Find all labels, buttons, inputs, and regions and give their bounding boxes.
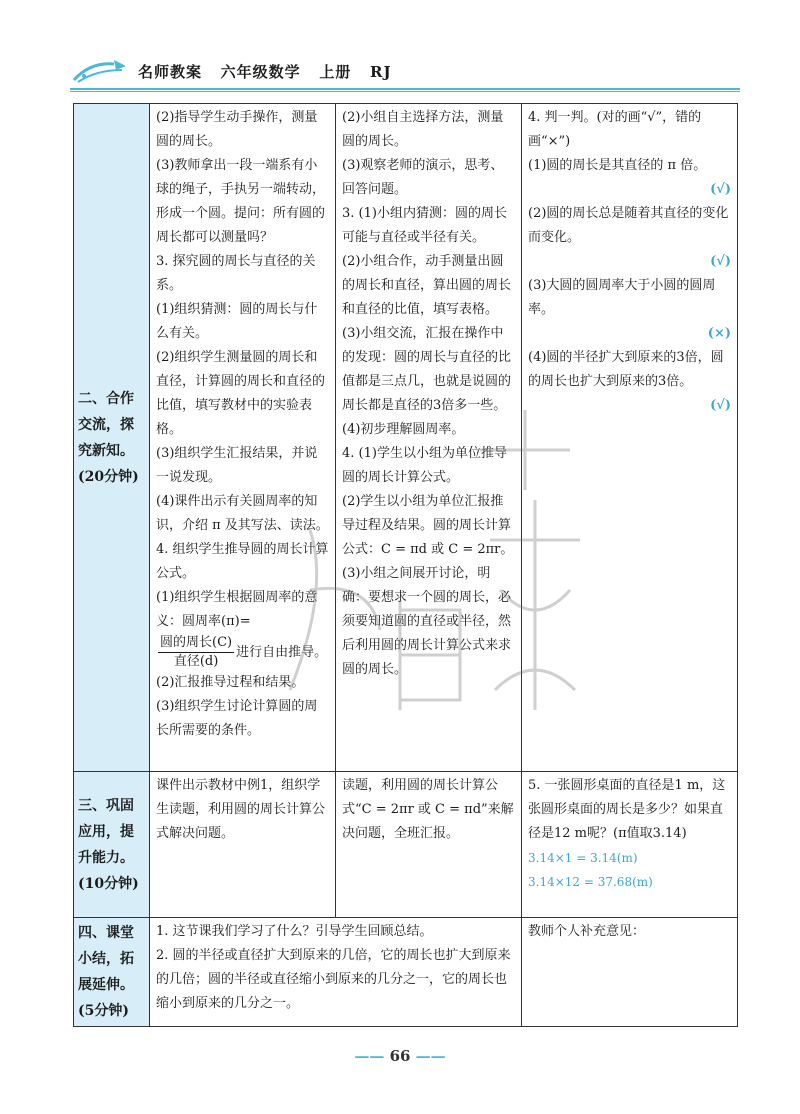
header-title: 名师教案 六年级数学 上册 RJ: [138, 62, 392, 81]
fraction-numerator: 圆的周长(C): [158, 634, 234, 653]
list-item: (2)小组合作，动手测量出圆的周长和直径，算出圆的周长和直径的比值，填写表格。: [342, 254, 512, 317]
exercise-cell: [522, 104, 738, 772]
judgment-item: [528, 202, 731, 274]
page-number: —— 66 ——: [354, 1047, 446, 1065]
pi-fraction: [158, 634, 234, 671]
list-item: 1. 这节课我们学习了什么？引导学生回顾总结。: [156, 924, 433, 939]
student-activity-cell: [336, 104, 522, 772]
judgment-text: (2)圆的周长总是随着其直径的变化而变化。: [528, 206, 729, 245]
list-item: 2. 圆的半径或直径扩大到原来的几倍，它的周长也扩大到原来的几倍；圆的半径或直径缩小到原来的几分之一，它的周长也缩小到原来的几分之一。: [156, 948, 511, 1011]
summary-cell: [150, 918, 522, 1027]
stage-time: (10分钟): [78, 875, 139, 892]
list-item: (2)指导学生动手操作，测量圆的周长。: [156, 110, 318, 149]
exercise-title: 4. 判一判。(对的画“√”，错的画“×”): [528, 110, 702, 149]
list-item: (1)组织猜测：圆的周长与什么有关。: [156, 302, 318, 341]
judgment-item: [528, 274, 731, 346]
formula-item: [156, 586, 329, 671]
list-item: (3)组织学生汇报结果，并说一说发现。: [156, 446, 318, 485]
answer-mark: (√): [710, 254, 731, 269]
list-item: (4)初步理解圆周率。: [342, 422, 465, 437]
answer-mark: (√): [710, 398, 731, 413]
stage-title: 四、课堂小结，拓展延伸。: [78, 925, 134, 993]
teacher-activity-cell: [150, 104, 336, 772]
judgment-text: (3)大圆的圆周率大于小圆的圆周率。: [528, 278, 716, 317]
page-header: [70, 56, 740, 86]
list-item: (3)小组交流，汇报在操作中的发现：圆的周长与直径的比值都是三点几，也就是说圆的周长都是直径的3倍多一些。: [342, 326, 512, 413]
list-item: (3)观察老师的演示，思考、回答问题。: [342, 158, 504, 197]
table-row: [74, 918, 738, 1027]
list-item: 3. (1)小组内猜测：圆的周长可能与直径或半径有关。: [342, 206, 507, 245]
list-item: (2)学生以小组为单位汇报推导过程及结果。圆的周长计算公式：C = πd 或 C = 2πr。: [342, 494, 514, 557]
judgment-text: (4)圆的半径扩大到原来的3倍，圆的周长也扩大到原来的3倍。: [528, 350, 724, 389]
stage-cell: [74, 772, 150, 918]
formula-tail: 进行自由推导。: [236, 645, 328, 660]
list-item: (3)组织学生讨论计算圆的周长所需要的条件。: [156, 699, 318, 738]
list-item: (4)课件出示有关圆周率的知识，介绍 π 及其写法、读法。: [156, 494, 329, 533]
stage-cell: [74, 918, 150, 1027]
list-item: 课件出示教材中例1，组织学生读题，利用圆的周长计算公式解决问题。: [156, 778, 326, 841]
notes-label: 教师个人补充意见：: [528, 924, 646, 939]
answer-mark: (√): [710, 182, 731, 197]
formula-lead: (1)组织学生根据圆周率的意义：圆周率(π)=: [156, 590, 318, 629]
fraction-denominator: 直径(d): [173, 654, 219, 669]
list-item: 4. (1)学生以小组为单位推导圆的周长计算公式。: [342, 446, 507, 485]
answer-line: 3.14×12 = 37.68(m): [528, 875, 653, 889]
judgment-item: [528, 346, 731, 418]
exercise-cell: [522, 772, 738, 918]
stage-time: (5分钟): [78, 1003, 129, 1019]
stage-title: 二、合作交流，探究新知。: [78, 390, 134, 459]
stage-cell: [74, 104, 150, 772]
list-item: 读题，利用圆的周长计算公式“C = 2πr 或 C = πd”来解决问题，全班汇报。: [342, 778, 514, 841]
teacher-activity-cell: [150, 772, 336, 918]
answer-line: 3.14×1 = 3.14(m): [528, 851, 638, 865]
table-row: [74, 772, 738, 918]
student-activity-cell: [336, 772, 522, 918]
exercise-text: 5. 一张圆形桌面的直径是1 m，这张圆形桌面的周长是多少？如果直径是12 m呢？(π值取3.14): [528, 778, 726, 841]
list-item: 3. 探究圆的周长与直径的关系。: [156, 254, 316, 293]
list-item: (2)组织学生测量圆的周长和直径，计算圆的周长和直径的比值，填写教材中的实验表格。: [156, 350, 326, 437]
judgment-text: (1)圆的周长是其直径的 π 倍。: [528, 158, 707, 173]
list-item: (2)小组自主选择方法，测量圆的周长。: [342, 110, 504, 149]
pencil-logo-icon: [70, 56, 130, 86]
list-item: (3)小组之间展开讨论，明确：要想求一个圆的周长，必须要知道圆的直径或半径，然后利用圆的周长计算公式来求圆的周长。: [342, 566, 512, 677]
answer-mark: (×): [707, 326, 731, 341]
page-number-value: 66: [389, 1047, 411, 1065]
header-divider: [70, 88, 740, 90]
judgment-item: [528, 154, 731, 202]
list-item: 4. 组织学生推导圆的周长计算公式。: [156, 542, 329, 581]
stage-time: (20分钟): [78, 468, 139, 485]
notes-cell: [522, 918, 738, 1027]
list-item: (2)汇报推导过程和结果。: [156, 675, 305, 690]
lesson-plan-table: [73, 103, 738, 1027]
table-row: [74, 104, 738, 772]
stage-title: 三、巩固应用，提升能力。: [78, 797, 134, 866]
list-item: (3)教师拿出一段一端系有小球的绳子，手执另一端转动，形成一个圆。提问：所有圆的周长都可以测量吗？: [156, 158, 326, 245]
header-divider-thin: [70, 91, 740, 92]
